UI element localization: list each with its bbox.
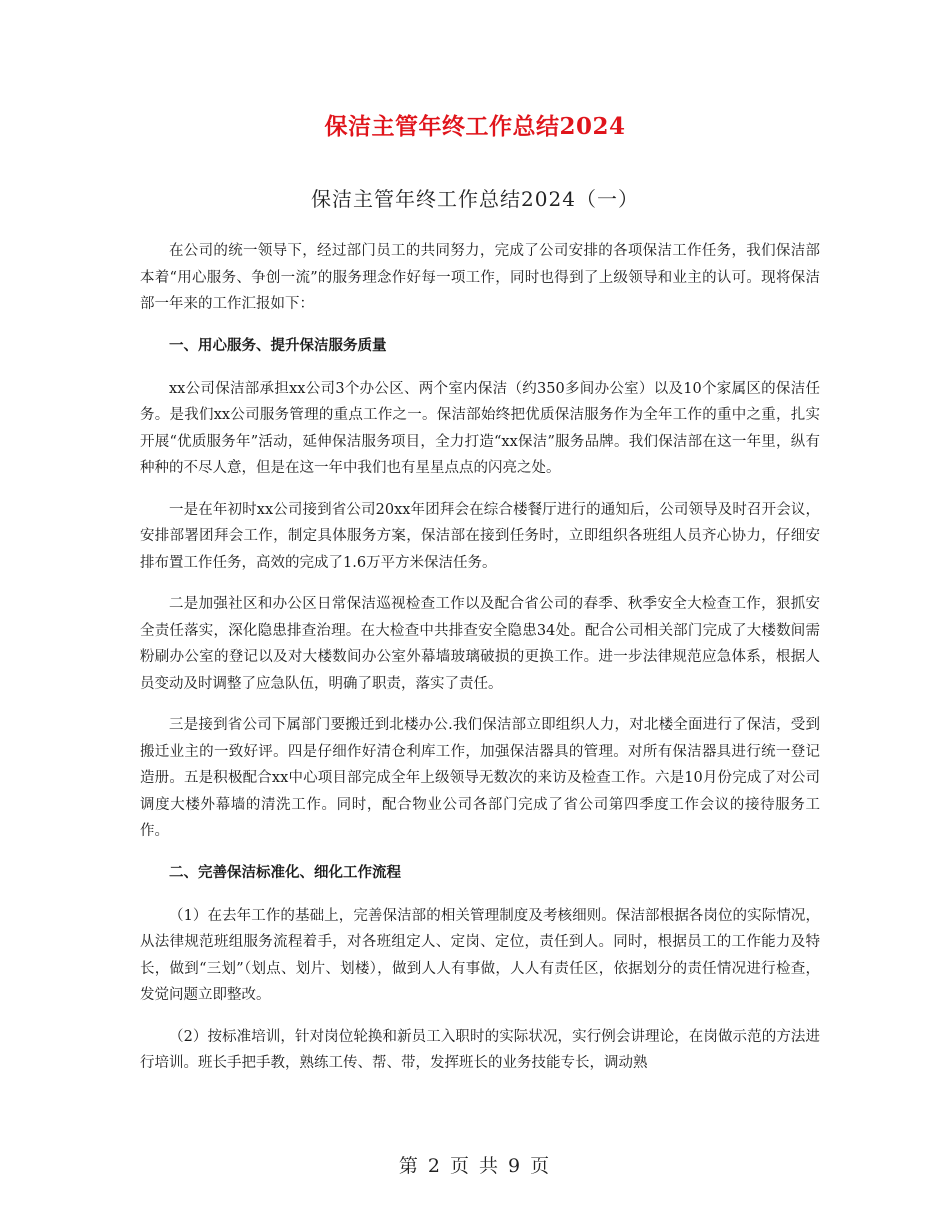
intro-paragraph: 在公司的统一领导下，经过部门员工的共同努力，完成了公司安排的各项保洁工作任务，我们保洁部本着“用心服务、争创一流”的服务理念作好每一项工作，同时也得到了上级领导和业主的认可。现将保洁部一年来的工作汇报如下： [140,243,820,312]
section-heading-2: 二、完善保洁标准化、细化工作流程 [169,864,401,881]
document-title: 保洁主管年终工作总结2024 [324,113,626,140]
document-body [140,238,820,1092]
body-paragraph: （1）在去年工作的基础上，完善保洁部的相关管理制度及考核细则。保洁部根据各岗位的实际情况，从法律规范班组服务流程着手，对各班组定人、定岗、定位，责任到人。同时，根据员工的工作能力及特长，做到“三划”（划点、划片、划楼），做到人人有事做，人人有责任区，依据划分的责任情况进行检查，发觉问题立即整改。 [140,907,820,1003]
page-footer: 第 2 页 共 9 页 [398,1155,552,1177]
body-paragraph: 二是加强社区和办公区日常保洁巡视检查工作以及配合省公司的春季、秋季安全大检查工作，狠抓安全责任落实，深化隐患排查治理。在大检查中共排查安全隐患34处。配合公司相关部门完成了大楼数间需粉刷办公室的登记以及对大楼数间办公室外幕墙玻璃破损的更换工作。进一步法律规范应急体系，根据人员变动及时调整了应急队伍，明确了职责，落实了责任。 [140,596,820,692]
body-paragraph: xx公司保洁部承担xx公司3个办公区、两个室内保洁（约350多间办公室）以及10个家属区的保洁任务。是我们xx公司服务管理的重点工作之一。保洁部始终把优质保洁服务作为全年工作的重中之重，扎实开展“优质服务年”活动，延伸保洁服务项目，全力打造“xx保洁”服务品牌。我们保洁部在这一年里，纵有种种的不尽人意，但是在这一年中我们也有星星点点的闪亮之处。 [140,380,820,476]
document-subtitle: 保洁主管年终工作总结2024（一） [311,187,639,211]
body-paragraph: （2）按标准培训，针对岗位轮换和新员工入职时的实际状况，实行例会讲理论，在岗做示范的方法进行培训。班长手把手教，熟练工传、帮、带，发挥班长的业务技能专长，调动熟 [140,1028,820,1071]
body-paragraph: 三是接到省公司下属部门要搬迁到北楼办公.我们保洁部立即组织人力，对北楼全面进行了保洁，受到搬迁业主的一致好评。四是仔细作好清仓利库工作，加强保洁器具的管理。对所有保洁器具进行统一登记造册。五是积极配合xx中心项目部完成全年上级领导无数次的来访及检查工作。六是10月份完成了对公司调度大楼外幕墙的清洗工作。同时，配合物业公司各部门完成了省公司第四季度工作会议的接待服务工作。 [140,717,820,839]
section-heading-1: 一、用心服务、提升保洁服务质量 [169,337,387,354]
body-paragraph: 一是在年初时xx公司接到省公司20xx年团拜会在综合楼餐厅进行的通知后，公司领导及时召开会议，安排部署团拜会工作，制定具体服务方案，保洁部在接到任务时，立即组织各班组人员齐心协力，仔细安排布置工作任务，高效的完成了1.6万平方米保洁任务。 [140,501,820,571]
